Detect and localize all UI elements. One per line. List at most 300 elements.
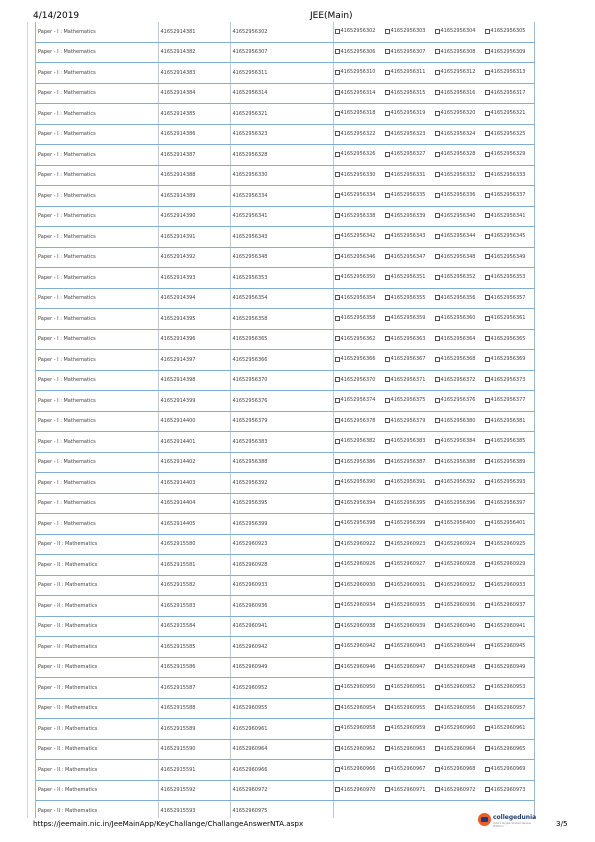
option-choice[interactable] xyxy=(485,500,534,506)
option-choice[interactable] xyxy=(385,151,434,157)
option-checkbox[interactable] xyxy=(435,746,440,751)
option-choice[interactable] xyxy=(435,192,484,198)
option-choice[interactable] xyxy=(385,787,434,793)
option-checkbox[interactable] xyxy=(435,336,440,341)
option-checkbox[interactable] xyxy=(335,562,340,567)
option-choice[interactable] xyxy=(385,295,434,301)
option-checkbox[interactable] xyxy=(385,90,390,95)
option-choice[interactable] xyxy=(485,520,534,526)
option-choice[interactable] xyxy=(435,49,484,55)
option-choice[interactable] xyxy=(435,131,484,137)
option-choice[interactable] xyxy=(385,254,434,260)
option-checkbox[interactable] xyxy=(435,603,440,608)
option-checkbox[interactable] xyxy=(435,29,440,34)
option-checkbox[interactable] xyxy=(435,377,440,382)
option-checkbox[interactable] xyxy=(335,295,340,300)
option-choice[interactable] xyxy=(485,172,534,178)
option-checkbox[interactable] xyxy=(335,787,340,792)
option-choice[interactable] xyxy=(435,725,484,731)
option-choice[interactable] xyxy=(485,705,534,711)
option-choice[interactable] xyxy=(335,746,384,752)
option-choice[interactable] xyxy=(485,561,534,567)
option-checkbox[interactable] xyxy=(435,172,440,177)
option-choice[interactable] xyxy=(335,766,384,772)
option-checkbox[interactable] xyxy=(485,562,490,567)
option-choice[interactable] xyxy=(385,705,434,711)
option-choice[interactable] xyxy=(335,131,384,137)
option-choice[interactable] xyxy=(435,397,484,403)
option-checkbox[interactable] xyxy=(385,439,390,444)
option-choice[interactable] xyxy=(435,643,484,649)
option-choice[interactable] xyxy=(385,110,434,116)
option-checkbox[interactable] xyxy=(435,357,440,362)
option-choice[interactable] xyxy=(435,500,484,506)
option-checkbox[interactable] xyxy=(335,49,340,54)
option-choice[interactable] xyxy=(485,151,534,157)
option-choice[interactable] xyxy=(385,643,434,649)
option-choice[interactable] xyxy=(335,438,384,444)
option-checkbox[interactable] xyxy=(485,439,490,444)
option-checkbox[interactable] xyxy=(435,623,440,628)
option-choice[interactable] xyxy=(385,49,434,55)
option-checkbox[interactable] xyxy=(485,377,490,382)
option-checkbox[interactable] xyxy=(385,562,390,567)
option-choice[interactable] xyxy=(485,233,534,239)
option-checkbox[interactable] xyxy=(335,213,340,218)
option-choice[interactable] xyxy=(385,582,434,588)
option-choice[interactable] xyxy=(435,336,484,342)
option-choice[interactable] xyxy=(435,172,484,178)
option-checkbox[interactable] xyxy=(485,685,490,690)
option-choice[interactable] xyxy=(485,110,534,116)
option-choice[interactable] xyxy=(435,295,484,301)
option-choice[interactable] xyxy=(485,643,534,649)
option-checkbox[interactable] xyxy=(485,152,490,157)
option-choice[interactable] xyxy=(435,110,484,116)
option-choice[interactable] xyxy=(335,397,384,403)
option-checkbox[interactable] xyxy=(335,152,340,157)
option-checkbox[interactable] xyxy=(335,275,340,280)
option-choice[interactable] xyxy=(485,192,534,198)
option-checkbox[interactable] xyxy=(385,500,390,505)
option-checkbox[interactable] xyxy=(385,459,390,464)
option-choice[interactable] xyxy=(435,684,484,690)
option-checkbox[interactable] xyxy=(485,111,490,116)
option-checkbox[interactable] xyxy=(435,644,440,649)
option-choice[interactable] xyxy=(435,541,484,547)
option-checkbox[interactable] xyxy=(435,70,440,75)
option-checkbox[interactable] xyxy=(485,316,490,321)
option-checkbox[interactable] xyxy=(335,582,340,587)
option-checkbox[interactable] xyxy=(335,131,340,136)
option-choice[interactable] xyxy=(385,725,434,731)
option-choice[interactable] xyxy=(335,602,384,608)
option-checkbox[interactable] xyxy=(435,254,440,259)
option-checkbox[interactable] xyxy=(435,480,440,485)
option-choice[interactable] xyxy=(435,315,484,321)
option-choice[interactable] xyxy=(335,90,384,96)
option-checkbox[interactable] xyxy=(435,767,440,772)
option-checkbox[interactable] xyxy=(485,521,490,526)
option-choice[interactable] xyxy=(485,623,534,629)
option-choice[interactable] xyxy=(435,254,484,260)
option-choice[interactable] xyxy=(385,520,434,526)
option-choice[interactable] xyxy=(335,643,384,649)
option-choice[interactable] xyxy=(335,725,384,731)
option-choice[interactable] xyxy=(335,520,384,526)
option-checkbox[interactable] xyxy=(435,726,440,731)
option-choice[interactable] xyxy=(485,131,534,137)
option-checkbox[interactable] xyxy=(485,49,490,54)
option-choice[interactable] xyxy=(335,274,384,280)
option-checkbox[interactable] xyxy=(435,418,440,423)
option-checkbox[interactable] xyxy=(435,295,440,300)
option-choice[interactable] xyxy=(485,479,534,485)
option-checkbox[interactable] xyxy=(485,357,490,362)
option-checkbox[interactable] xyxy=(435,685,440,690)
option-checkbox[interactable] xyxy=(485,131,490,136)
option-choice[interactable] xyxy=(335,151,384,157)
option-checkbox[interactable] xyxy=(335,767,340,772)
option-choice[interactable] xyxy=(335,418,384,424)
option-choice[interactable] xyxy=(435,602,484,608)
option-choice[interactable] xyxy=(435,479,484,485)
option-checkbox[interactable] xyxy=(335,398,340,403)
option-checkbox[interactable] xyxy=(435,152,440,157)
option-checkbox[interactable] xyxy=(335,746,340,751)
option-checkbox[interactable] xyxy=(335,623,340,628)
option-checkbox[interactable] xyxy=(385,398,390,403)
option-checkbox[interactable] xyxy=(385,295,390,300)
option-checkbox[interactable] xyxy=(335,316,340,321)
option-choice[interactable] xyxy=(485,684,534,690)
option-checkbox[interactable] xyxy=(385,254,390,259)
option-checkbox[interactable] xyxy=(335,418,340,423)
option-choice[interactable] xyxy=(435,151,484,157)
option-checkbox[interactable] xyxy=(485,213,490,218)
option-choice[interactable] xyxy=(385,479,434,485)
option-checkbox[interactable] xyxy=(385,787,390,792)
option-checkbox[interactable] xyxy=(485,767,490,772)
option-checkbox[interactable] xyxy=(385,664,390,669)
option-checkbox[interactable] xyxy=(385,541,390,546)
option-checkbox[interactable] xyxy=(485,664,490,669)
option-choice[interactable] xyxy=(435,438,484,444)
option-checkbox[interactable] xyxy=(485,398,490,403)
option-choice[interactable] xyxy=(435,377,484,383)
option-choice[interactable] xyxy=(385,418,434,424)
option-checkbox[interactable] xyxy=(385,213,390,218)
option-choice[interactable] xyxy=(385,623,434,629)
option-checkbox[interactable] xyxy=(485,70,490,75)
option-checkbox[interactable] xyxy=(485,254,490,259)
option-choice[interactable] xyxy=(485,28,534,34)
option-checkbox[interactable] xyxy=(335,254,340,259)
option-choice[interactable] xyxy=(435,90,484,96)
option-checkbox[interactable] xyxy=(485,500,490,505)
option-choice[interactable] xyxy=(335,705,384,711)
option-checkbox[interactable] xyxy=(485,90,490,95)
option-checkbox[interactable] xyxy=(335,705,340,710)
option-choice[interactable] xyxy=(485,602,534,608)
option-checkbox[interactable] xyxy=(385,767,390,772)
option-choice[interactable] xyxy=(485,459,534,465)
option-choice[interactable] xyxy=(335,213,384,219)
option-checkbox[interactable] xyxy=(435,500,440,505)
option-choice[interactable] xyxy=(485,418,534,424)
option-choice[interactable] xyxy=(435,787,484,793)
option-checkbox[interactable] xyxy=(435,111,440,116)
option-checkbox[interactable] xyxy=(435,49,440,54)
option-checkbox[interactable] xyxy=(385,357,390,362)
option-checkbox[interactable] xyxy=(335,664,340,669)
option-choice[interactable] xyxy=(335,110,384,116)
option-choice[interactable] xyxy=(335,49,384,55)
option-checkbox[interactable] xyxy=(485,541,490,546)
option-choice[interactable] xyxy=(485,356,534,362)
option-checkbox[interactable] xyxy=(435,398,440,403)
option-checkbox[interactable] xyxy=(335,726,340,731)
option-checkbox[interactable] xyxy=(435,705,440,710)
option-choice[interactable] xyxy=(335,356,384,362)
option-choice[interactable] xyxy=(485,438,534,444)
option-checkbox[interactable] xyxy=(435,131,440,136)
option-choice[interactable] xyxy=(335,254,384,260)
option-checkbox[interactable] xyxy=(335,500,340,505)
option-choice[interactable] xyxy=(335,561,384,567)
option-checkbox[interactable] xyxy=(435,316,440,321)
option-choice[interactable] xyxy=(435,705,484,711)
option-choice[interactable] xyxy=(335,233,384,239)
option-choice[interactable] xyxy=(385,746,434,752)
option-choice[interactable] xyxy=(485,315,534,321)
option-checkbox[interactable] xyxy=(435,90,440,95)
option-choice[interactable] xyxy=(485,254,534,260)
option-checkbox[interactable] xyxy=(485,726,490,731)
option-choice[interactable] xyxy=(385,684,434,690)
option-checkbox[interactable] xyxy=(435,664,440,669)
option-checkbox[interactable] xyxy=(385,377,390,382)
option-checkbox[interactable] xyxy=(385,275,390,280)
option-checkbox[interactable] xyxy=(385,234,390,239)
option-checkbox[interactable] xyxy=(385,49,390,54)
option-checkbox[interactable] xyxy=(385,29,390,34)
option-checkbox[interactable] xyxy=(485,418,490,423)
option-checkbox[interactable] xyxy=(485,705,490,710)
option-choice[interactable] xyxy=(385,28,434,34)
option-checkbox[interactable] xyxy=(485,746,490,751)
option-checkbox[interactable] xyxy=(485,193,490,198)
option-choice[interactable] xyxy=(435,520,484,526)
option-choice[interactable] xyxy=(485,664,534,670)
option-checkbox[interactable] xyxy=(335,377,340,382)
option-choice[interactable] xyxy=(435,582,484,588)
option-choice[interactable] xyxy=(335,623,384,629)
option-checkbox[interactable] xyxy=(335,459,340,464)
option-choice[interactable] xyxy=(435,418,484,424)
option-checkbox[interactable] xyxy=(485,623,490,628)
option-checkbox[interactable] xyxy=(385,705,390,710)
option-choice[interactable] xyxy=(485,274,534,280)
option-choice[interactable] xyxy=(335,582,384,588)
option-checkbox[interactable] xyxy=(335,172,340,177)
option-choice[interactable] xyxy=(385,459,434,465)
option-choice[interactable] xyxy=(435,233,484,239)
option-choice[interactable] xyxy=(335,541,384,547)
option-choice[interactable] xyxy=(335,500,384,506)
option-checkbox[interactable] xyxy=(435,562,440,567)
option-choice[interactable] xyxy=(485,397,534,403)
option-checkbox[interactable] xyxy=(335,29,340,34)
option-choice[interactable] xyxy=(485,69,534,75)
option-choice[interactable] xyxy=(335,664,384,670)
option-checkbox[interactable] xyxy=(385,603,390,608)
option-checkbox[interactable] xyxy=(435,275,440,280)
option-checkbox[interactable] xyxy=(485,275,490,280)
option-checkbox[interactable] xyxy=(485,603,490,608)
option-checkbox[interactable] xyxy=(385,172,390,177)
option-choice[interactable] xyxy=(385,131,434,137)
option-checkbox[interactable] xyxy=(485,29,490,34)
option-choice[interactable] xyxy=(435,274,484,280)
option-choice[interactable] xyxy=(385,356,434,362)
option-checkbox[interactable] xyxy=(385,316,390,321)
option-checkbox[interactable] xyxy=(385,480,390,485)
option-choice[interactable] xyxy=(485,787,534,793)
option-choice[interactable] xyxy=(435,459,484,465)
option-choice[interactable] xyxy=(385,315,434,321)
option-choice[interactable] xyxy=(385,664,434,670)
option-checkbox[interactable] xyxy=(435,193,440,198)
option-checkbox[interactable] xyxy=(435,234,440,239)
option-checkbox[interactable] xyxy=(335,234,340,239)
option-checkbox[interactable] xyxy=(335,644,340,649)
option-choice[interactable] xyxy=(385,213,434,219)
option-checkbox[interactable] xyxy=(335,193,340,198)
option-checkbox[interactable] xyxy=(335,541,340,546)
option-choice[interactable] xyxy=(385,397,434,403)
option-checkbox[interactable] xyxy=(335,685,340,690)
option-checkbox[interactable] xyxy=(335,111,340,116)
option-choice[interactable] xyxy=(485,336,534,342)
option-choice[interactable] xyxy=(385,69,434,75)
option-checkbox[interactable] xyxy=(335,336,340,341)
option-choice[interactable] xyxy=(485,725,534,731)
option-choice[interactable] xyxy=(385,766,434,772)
option-checkbox[interactable] xyxy=(485,582,490,587)
option-checkbox[interactable] xyxy=(335,357,340,362)
option-choice[interactable] xyxy=(385,172,434,178)
option-checkbox[interactable] xyxy=(485,644,490,649)
option-choice[interactable] xyxy=(385,377,434,383)
option-checkbox[interactable] xyxy=(385,418,390,423)
option-choice[interactable] xyxy=(485,49,534,55)
option-choice[interactable] xyxy=(335,459,384,465)
option-choice[interactable] xyxy=(435,766,484,772)
option-checkbox[interactable] xyxy=(385,193,390,198)
option-checkbox[interactable] xyxy=(485,336,490,341)
option-checkbox[interactable] xyxy=(435,213,440,218)
option-choice[interactable] xyxy=(435,69,484,75)
option-checkbox[interactable] xyxy=(385,726,390,731)
option-checkbox[interactable] xyxy=(435,541,440,546)
option-checkbox[interactable] xyxy=(385,70,390,75)
option-checkbox[interactable] xyxy=(385,111,390,116)
option-checkbox[interactable] xyxy=(385,521,390,526)
option-checkbox[interactable] xyxy=(435,459,440,464)
option-choice[interactable] xyxy=(485,766,534,772)
option-checkbox[interactable] xyxy=(485,234,490,239)
option-checkbox[interactable] xyxy=(485,480,490,485)
option-choice[interactable] xyxy=(485,295,534,301)
option-choice[interactable] xyxy=(385,561,434,567)
option-checkbox[interactable] xyxy=(485,459,490,464)
option-checkbox[interactable] xyxy=(335,480,340,485)
option-choice[interactable] xyxy=(435,561,484,567)
option-checkbox[interactable] xyxy=(485,295,490,300)
option-choice[interactable] xyxy=(335,192,384,198)
option-choice[interactable] xyxy=(435,28,484,34)
option-choice[interactable] xyxy=(335,684,384,690)
option-choice[interactable] xyxy=(335,69,384,75)
option-choice[interactable] xyxy=(435,746,484,752)
option-checkbox[interactable] xyxy=(385,623,390,628)
option-choice[interactable] xyxy=(385,90,434,96)
option-checkbox[interactable] xyxy=(435,787,440,792)
option-choice[interactable] xyxy=(435,664,484,670)
option-checkbox[interactable] xyxy=(385,644,390,649)
option-choice[interactable] xyxy=(385,192,434,198)
option-checkbox[interactable] xyxy=(335,439,340,444)
option-checkbox[interactable] xyxy=(385,582,390,587)
option-choice[interactable] xyxy=(485,582,534,588)
option-checkbox[interactable] xyxy=(485,787,490,792)
option-choice[interactable] xyxy=(485,90,534,96)
option-checkbox[interactable] xyxy=(335,90,340,95)
option-checkbox[interactable] xyxy=(385,336,390,341)
option-checkbox[interactable] xyxy=(435,521,440,526)
option-choice[interactable] xyxy=(485,377,534,383)
option-checkbox[interactable] xyxy=(335,70,340,75)
option-choice[interactable] xyxy=(385,602,434,608)
option-checkbox[interactable] xyxy=(385,685,390,690)
option-checkbox[interactable] xyxy=(335,521,340,526)
option-checkbox[interactable] xyxy=(385,131,390,136)
option-choice[interactable] xyxy=(485,213,534,219)
option-choice[interactable] xyxy=(335,28,384,34)
option-choice[interactable] xyxy=(385,500,434,506)
option-choice[interactable] xyxy=(335,336,384,342)
option-checkbox[interactable] xyxy=(485,172,490,177)
option-choice[interactable] xyxy=(435,213,484,219)
option-checkbox[interactable] xyxy=(435,582,440,587)
option-checkbox[interactable] xyxy=(385,152,390,157)
option-checkbox[interactable] xyxy=(435,439,440,444)
option-choice[interactable] xyxy=(435,356,484,362)
option-checkbox[interactable] xyxy=(335,603,340,608)
option-choice[interactable] xyxy=(335,295,384,301)
option-choice[interactable] xyxy=(385,438,434,444)
option-choice[interactable] xyxy=(335,479,384,485)
option-choice[interactable] xyxy=(385,233,434,239)
option-choice[interactable] xyxy=(385,336,434,342)
option-choice[interactable] xyxy=(335,172,384,178)
option-choice[interactable] xyxy=(385,274,434,280)
option-choice[interactable] xyxy=(335,315,384,321)
option-choice[interactable] xyxy=(485,746,534,752)
option-choice[interactable] xyxy=(335,377,384,383)
option-choice[interactable] xyxy=(385,541,434,547)
